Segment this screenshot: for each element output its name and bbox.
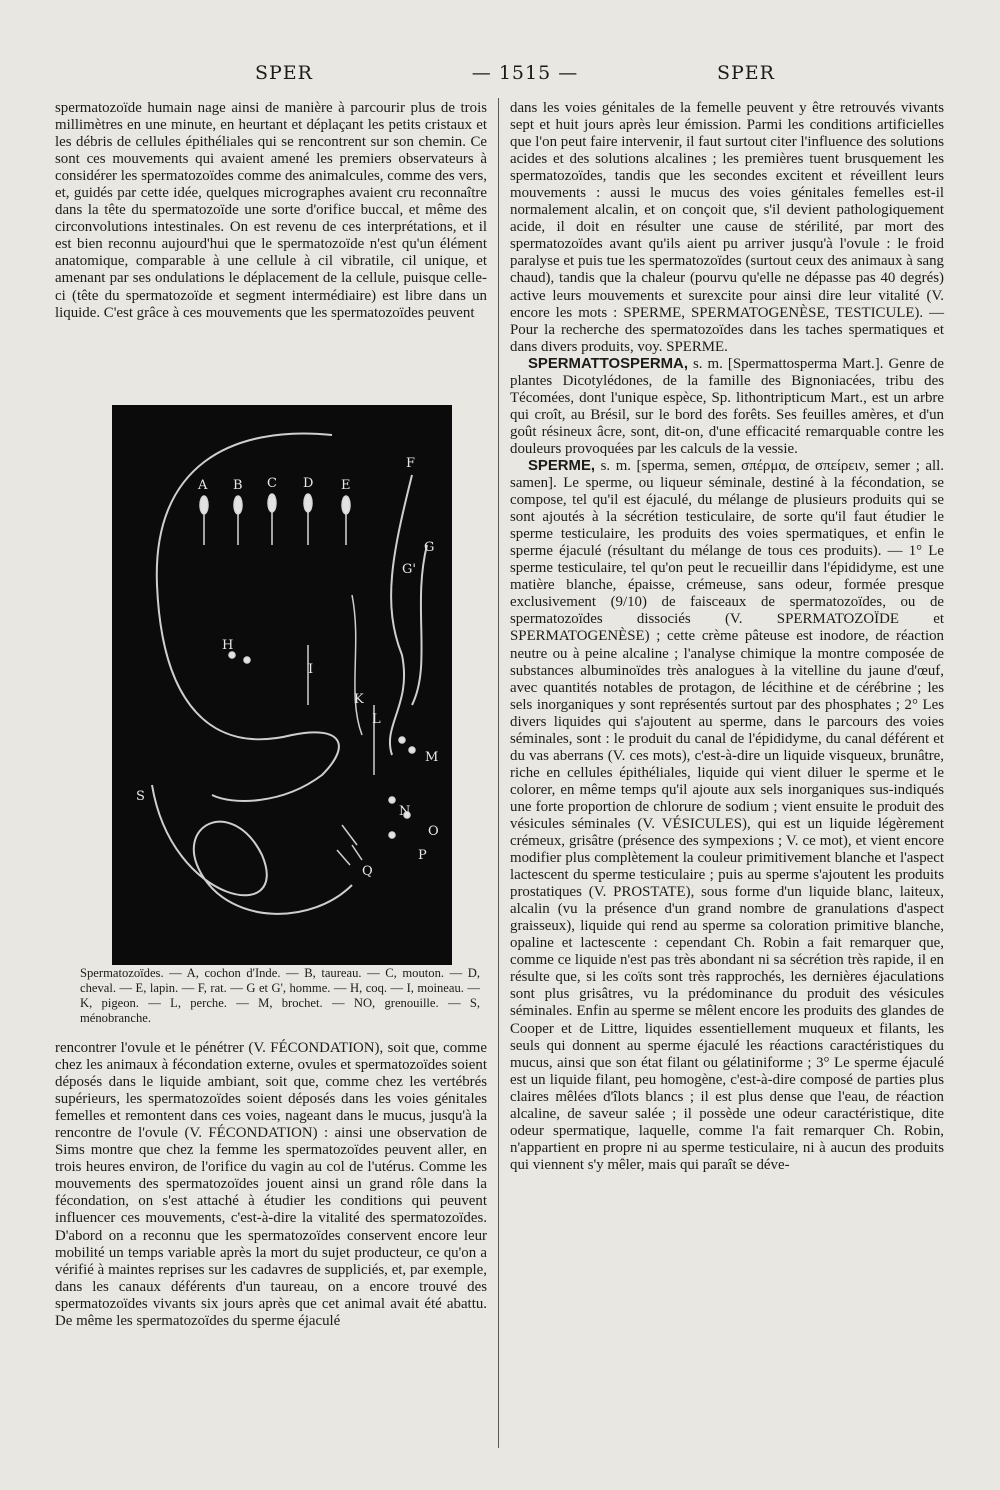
running-head-right: SPER [717, 62, 775, 84]
figure-label: F [406, 456, 416, 471]
spermatozoa-figure [112, 405, 452, 965]
caption-text: Spermatozoïdes. — A, cochon d'Inde. — B, taureau. — C, mouton. — D, cheval. — E, lapin. — F, rat. — G et G', homme. — H, coq. — I, moineau. — K, pigeon. — L, perche. — M, brochet. — NO, grenouille. — S, ménobranche. [80, 966, 480, 1025]
entry-body: s. m. [Spermattosperma Mart.]. Genre de plantes Dicotylédones, de la famille des Bignoniacées, tribu des Técomées, dont l'unique espèce, Sp. lithontripticum Mart., est un arbre qui croît, au Brésil, sur le bord des forêts. Ses feuilles amères, et d'un goût résineux âcre, sont, dit-on, d'une efficacité remarquable contre les douleurs provoquées par les calculs de la vessie. [510, 355, 944, 457]
right-paragraph-1: dans les voies génitales de la femelle peuvent y être retrouvés vivants sept et huit jours après leur émission. Parmi les conditions artificielles que l'on peut faire intervenir, il faut surtout citer l'influence des solutions acides et des solutions alcalines ; les premières tuent brusquement les spermatozoïdes, tandis que les secondes excitent et réveillent leurs mouvements : aussi le mucus des voies génitales femelles est-il normalement alcalin, et on conçoit que, s'il devient pathologiquement acide, il doit en résulter une cause de stérilité, par mort des spermatozoïdes avant qu'ils aient pu arriver jusqu'à l'ovule : le froid paralyse et puis tue les spermatozoïdes (surtout ceux des animaux à sang chaud), tandis que la chaleur (pourvu qu'elle ne dépasse pas 40 degrés) active leurs mouvements et surexcite pour ainsi dire leur vitalité (V. encore les mots : SPERME, SPERMATOGENÈSE, TESTICULE). — Pour la recherche des spermatozoïdes dans les taches spermatiques et dans divers produits, voy. SPERME. [510, 100, 944, 355]
figure-label: N [399, 804, 411, 819]
figure-engraving [112, 405, 452, 965]
page-number: — 1515 — [471, 62, 579, 84]
figure-label: M [425, 750, 439, 765]
head-d [304, 494, 312, 512]
figure-label: H [222, 638, 234, 653]
tail-s-loop [152, 785, 352, 914]
head-b [234, 496, 242, 514]
right-column [510, 100, 944, 1174]
left-paragraph-2: rencontrer l'ovule et le pénétrer (V. FÉCONDATION), soit que, comme chez les animaux à fécondation externe, ovules et spermatozoïdes soient déposés dans le liquide ambiant, soit que, comme chez les vertébrés supérieurs, les spermatozoïdes soient déposés dans les voies génitales femelles et remontent dans ces voies, nageant dans le mucus, jusqu'à la rencontre de l'ovule (V. FÉCONDATION) : ainsi une observation de Sims montre que chez la femme les spermatozoïdes peuvent aller, en trois heures environ, de l'orifice du vagin au col de l'utérus. Comme les mouvements des spermatozoïdes jouent ainsi un grand rôle dans la fécondation, on s'est attaché à étudier les conditions qui peuvent influencer ces mouvements, c'est-à-dire la vitalité des spermatozoïdes. D'abord on a reconnu que les spermatozoïdes conservent encore leur mobilité un temps variable après la mort du sujet producteur, ce qu'on a vérifié à maintes reprises sur les cadavres de suppliciés, et, par exemple, dans les canaux déférents d'un taureau, on a encore trouvé des spermatozoïdes vivants six jours après que cet animal avait été abattu. De même les spermatozoïdes du sperme éjaculé [55, 1040, 487, 1329]
page-header [55, 62, 945, 90]
fragments-q [337, 825, 362, 865]
column-divider [498, 98, 499, 1448]
figure-caption [80, 966, 480, 1026]
figure-label: D [303, 476, 314, 491]
left-column-top [55, 100, 487, 322]
figure-label: C [267, 476, 277, 491]
tail-f [390, 475, 412, 755]
figure-label: L [372, 712, 381, 727]
figure-label: I [308, 662, 314, 677]
head-a [200, 496, 208, 514]
figure-label: Q [362, 864, 373, 879]
head-h2 [244, 657, 250, 663]
entry-headword: SPERMATTOSPERMA, [528, 355, 688, 372]
head-c [268, 494, 276, 512]
figure-label: E [341, 478, 351, 493]
figure-label: A [198, 478, 208, 493]
tail-k [352, 595, 362, 735]
head-e [342, 496, 350, 514]
figure-label: S [136, 789, 145, 804]
entry-body: s. m. [sperma, semen, σπέρμα, de σπείρειν, semer ; all. samen]. Le sperme, ou liqueur séminale, destiné à la fécondation, se compose, tel qu'il est éjaculé, du mélange de plusieurs produits qui se sont ajoutés à la sécrétion testiculaire, de sorte qu'il faut étudier le sperme testiculaire, les produits des voies spermatiques, et enfin le sperme éjaculé (résultant du mélange de tous ces produits). — 1° Le sperme testiculaire, tel qu'on peut le recueillir dans l'épididyme, est une matière blanche, épaisse, crémeuse, sans odeur, formée presque exclusivement (9/10) de faisceaux de spermatozoïdes, ou de spermatozoïdes dissociés (V. SPERMATOZOÏDE et SPERMATOGENÈSE) ; cette crème pâteuse est inodore, de réaction neutre ou à peine alcaline ; l'analyse chimique la montre composée de substances albuminoïdes très analogues à la vitelline du jaune d'œuf, avec quantités notables de protagon, de lécithine et de cérébrine ; les sels inorganiques y sont représentés surtout par des phosphates ; 2° Les divers liquides qui s'ajoutent au sperme, dans le parcours des voies séminales, sont : le produit du canal de l'épididyme, du canal déférent et du vas aberrans (V. ces mots), c'est-à-dire un liquide visqueux, brunâtre, riche en cellules épithéliales, liquide qui vient diluer le sperme et le colorer, en même temps qu'il ajoute aux sels inorganiques sus-indiqués une forte proportion de chlorure de sodium ; vient ensuite le produit des vésicules séminales (V. VÉSICULES), qui est un liquide légèrement crémeux, grisâtre (présence des sympexions ; V. ce mot), et vient encore modifier plus complètement la couleur primitivement blanche et l'aspect lactescent du sperme testiculaire ; puis au sperme s'ajoutent les produits prostatiques (V. PROSTATE), sous forme d'un liquide blanc, laiteux, alcalin (vu la présence d'un grand nombre de granulations d'aspect graisseux), liquide qui rend au sperme sa coloration primitive blanche, opaline et lactescente : cependant Ch. Robin a fait remarquer que, comme ce liquide n'est pas très abondant ni sa sécrétion très rapide, il en résulte que, si les coïts sont très rapprochés, les dernières éjaculations sont plus grisâtres, vu la prédominance du produit des vésicules séminales. Enfin au sperme se mêlent encore les produits des glandes de Cooper et de Littre, liquides essentiellement muqueux et filants, les seuls qui donnent au sperme éjaculé les réactions caractéristiques du mucus, ainsi que son état filant ou gélatiniforme ; 3° Le sperme éjaculé est un liquide filant, peu homogène, c'est-à-dire composé de parties plus claires mêlées d'îlots blancs ; il est plus dense que l'eau, de réaction alcaline, de saveur salée ; il possède une odeur caractéristique, dite odeur spermatique, laquelle, comme l'a fait remarquer Ch. Robin, n'appartient en propre ni au sperme testiculaire, ni à aucun des produits qui viennent s'y mêler, mais qui paraît se déve- [510, 457, 944, 1173]
entry-headword: SPERME, [528, 457, 596, 474]
figure-label: P [418, 848, 427, 863]
figure-label: O [428, 824, 439, 839]
left-column-bottom [55, 1040, 487, 1330]
entry-sperme [510, 458, 944, 1174]
figure-label: B [233, 478, 243, 493]
figure-label: G' [402, 562, 416, 577]
running-head-left: SPER [255, 62, 313, 84]
figure-label: G [424, 540, 435, 555]
entry-spermattosperma [510, 356, 944, 458]
left-paragraph-1: spermatozoïde humain nage ainsi de manière à parcourir plus de trois millimètres en une minute, en heurtant et déplaçant les petits cristaux et les débris de cellules épithéliales qui se rencontrent sur son chemin. Ce sont ces mouvements qui avaient amené les premiers observateurs à considérer les spermatozoïdes comme des animalcules, comme des vers, et, guidés par cette idée, quelques micrographes avaient cru reconnaître dans la tête du spermatozoïde une sorte d'orifice buccal, et même des circonvolutions intestinales. On est revenu de ces interprétations, et il est bien reconnu aujourd'hui que le spermatozoïde n'est qu'un élément anatomique, comparable à une cellule à cil vibratile, cil unique, et amenant par ses ondulations le déplacement de la cellule, puisque celle-ci (tête du spermatozoïde et segment intermédiaire) est libre dans un liquide. C'est grâce à ces mouvements que les spermatozoïdes peuvent [55, 100, 487, 321]
figure-label: K [354, 692, 364, 707]
